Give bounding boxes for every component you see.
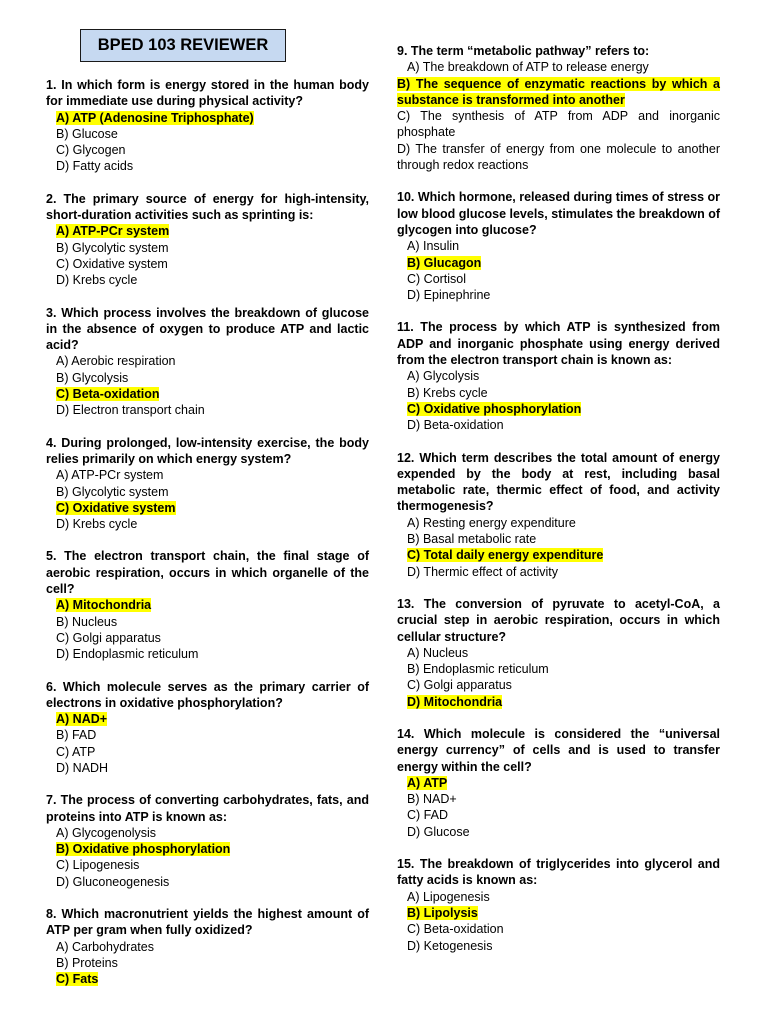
- option-d[interactable]: D) Thermic effect of activity: [407, 564, 558, 579]
- question-text: 9. The term “metabolic pathway” refers to:: [397, 44, 650, 58]
- option-d[interactable]: D) Endoplasmic reticulum: [56, 647, 199, 662]
- question-text: 13. The conversion of pyruvate to acetyl-CoA, a crucial step in aerobic respiration, occurs in which cellular structure?: [397, 596, 720, 644]
- option-c[interactable]: C) Golgi apparatus: [56, 630, 161, 645]
- option-d[interactable]: D) Beta-oxidation: [407, 418, 504, 433]
- option-d[interactable]: D) Krebs cycle: [56, 517, 138, 532]
- option-b[interactable]: B) Basal metabolic rate: [407, 532, 537, 547]
- option-b[interactable]: B) Glycolytic system: [56, 484, 169, 499]
- question-text: 5. The electron transport chain, the final stage of aerobic respiration, occurs in which organelle of the cell?: [46, 549, 369, 597]
- option-c[interactable]: C) Beta-oxidation: [56, 387, 160, 402]
- option-c[interactable]: C) Cortisol: [407, 271, 467, 286]
- question-text: 4. During prolonged, low-intensity exercise, the body relies primarily on which energy system?: [46, 435, 369, 466]
- question-text: 2. The primary source of energy for high-intensity, short-duration activities such as sprinting is:: [46, 191, 369, 223]
- question-5: [46, 548, 369, 662]
- right-column: [397, 43, 720, 954]
- page-title: BPED 103 REVIEWER: [80, 29, 286, 62]
- option-a[interactable]: A) ATP-PCr system: [56, 468, 164, 483]
- option-b[interactable]: B) Glycolytic system: [56, 240, 169, 255]
- option-b[interactable]: B) Nucleus: [56, 614, 118, 629]
- left-column: [46, 77, 369, 988]
- question-13: [397, 596, 720, 710]
- option-a[interactable]: A) ATP-PCr system: [56, 224, 170, 239]
- option-a[interactable]: A) Glycogenolysis: [56, 825, 157, 840]
- option-c[interactable]: C) The synthesis of ATP from ADP and inorganic phosphate: [397, 109, 720, 140]
- option-b[interactable]: B) Lipolysis: [407, 905, 478, 920]
- question-12: [397, 450, 720, 580]
- option-a[interactable]: A) Aerobic respiration: [56, 354, 176, 369]
- question-15: [397, 856, 720, 954]
- option-c[interactable]: C) Lipogenesis: [56, 858, 140, 873]
- option-d[interactable]: D) Gluconeogenesis: [56, 874, 170, 889]
- option-d[interactable]: D) The transfer of energy from one molecule to another through redox reactions: [397, 141, 720, 173]
- option-c[interactable]: C) Fats: [56, 972, 99, 987]
- option-c[interactable]: C) Oxidative phosphorylation: [407, 401, 582, 416]
- question-10: [397, 189, 720, 303]
- question-4: [46, 435, 369, 533]
- option-c[interactable]: C) FAD: [407, 808, 448, 823]
- option-a[interactable]: A) Lipogenesis: [407, 889, 490, 904]
- option-b[interactable]: B) NAD+: [407, 792, 457, 807]
- option-c[interactable]: C) Glycogen: [56, 143, 126, 158]
- option-b[interactable]: B) Endoplasmic reticulum: [407, 662, 549, 677]
- question-11: [397, 319, 720, 433]
- option-c[interactable]: C) Oxidative system: [56, 256, 168, 271]
- question-text: 14. Which molecule is considered the “universal energy currency” of cells and is used to transfer energy within the cell?: [397, 726, 720, 774]
- option-d[interactable]: D) Krebs cycle: [56, 273, 138, 288]
- option-d[interactable]: D) NADH: [56, 760, 109, 775]
- question-7: [46, 792, 369, 890]
- option-b[interactable]: B) Glucagon: [407, 255, 482, 270]
- option-d[interactable]: D) Epinephrine: [407, 288, 491, 303]
- question-text: 10. Which hormone, released during times of stress or low blood glucose levels, stimulates the breakdown of glycogen into glucose?: [397, 190, 720, 237]
- option-c[interactable]: C) Total daily energy expenditure: [407, 548, 604, 563]
- question-text: 12. Which term describes the total amount of energy expended by the body at rest, including basal metabolic rate, thermic effect of food, and activity thermogenesis?: [397, 450, 720, 514]
- option-a[interactable]: A) Mitochondria: [56, 598, 152, 613]
- option-c[interactable]: C) Beta-oxidation: [407, 922, 504, 937]
- question-6: [46, 679, 369, 777]
- option-a[interactable]: A) Glycolysis: [407, 369, 480, 384]
- option-a[interactable]: A) ATP (Adenosine Triphosphate): [56, 110, 254, 125]
- option-d[interactable]: D) Ketogenesis: [407, 938, 493, 953]
- question-14: [397, 726, 720, 840]
- option-d[interactable]: D) Glucose: [407, 824, 470, 839]
- option-d[interactable]: D) Electron transport chain: [56, 403, 205, 418]
- option-c[interactable]: C) Golgi apparatus: [407, 678, 512, 693]
- option-a[interactable]: A) ATP: [407, 775, 448, 790]
- option-b[interactable]: B) Proteins: [56, 955, 118, 970]
- question-text: 15. The breakdown of triglycerides into glycerol and fatty acids is known as:: [397, 857, 720, 888]
- question-text: 1. In which form is energy stored in the human body for immediate use during physical activity?: [46, 78, 369, 109]
- option-b[interactable]: B) Glucose: [56, 126, 118, 141]
- question-text: 8. Which macronutrient yields the highest amount of ATP per gram when fully oxidized?: [46, 907, 369, 938]
- option-b[interactable]: B) FAD: [56, 728, 97, 743]
- option-c[interactable]: C) ATP: [56, 744, 96, 759]
- question-3: [46, 305, 369, 419]
- option-a[interactable]: A) The breakdown of ATP to release energy: [407, 60, 649, 75]
- option-a[interactable]: A) Resting energy expenditure: [407, 515, 576, 530]
- option-b[interactable]: B) Oxidative phosphorylation: [56, 842, 231, 857]
- option-b[interactable]: B) Krebs cycle: [407, 385, 488, 400]
- question-text: 7. The process of converting carbohydrates, fats, and proteins into ATP is known as:: [46, 793, 369, 824]
- option-a[interactable]: A) Nucleus: [407, 645, 469, 660]
- option-a[interactable]: A) NAD+: [56, 712, 108, 727]
- option-c[interactable]: C) Oxidative system: [56, 500, 176, 515]
- question-8: [46, 906, 369, 987]
- option-a[interactable]: A) Carbohydrates: [56, 939, 154, 954]
- question-text: 3. Which process involves the breakdown of glucose in the absence of oxygen to produce ATP and lactic acid?: [46, 305, 369, 353]
- option-b[interactable]: B) Glycolysis: [56, 370, 129, 385]
- question-text: 11. The process by which ATP is synthesized from ADP and inorganic phosphate using energy derived from the electron transport chain is known as:: [397, 320, 720, 368]
- question-9: [397, 43, 720, 173]
- question-1: [46, 77, 369, 175]
- option-d[interactable]: D) Mitochondria: [407, 694, 503, 709]
- option-a[interactable]: A) Insulin: [407, 239, 460, 254]
- question-text: 6. Which molecule serves as the primary carrier of electrons in oxidative phosphorylation?: [46, 679, 369, 710]
- option-b[interactable]: B) The sequence of enzymatic reactions by which a substance is transformed into another: [397, 76, 720, 107]
- option-d[interactable]: D) Fatty acids: [56, 159, 134, 174]
- question-2: [46, 191, 369, 289]
